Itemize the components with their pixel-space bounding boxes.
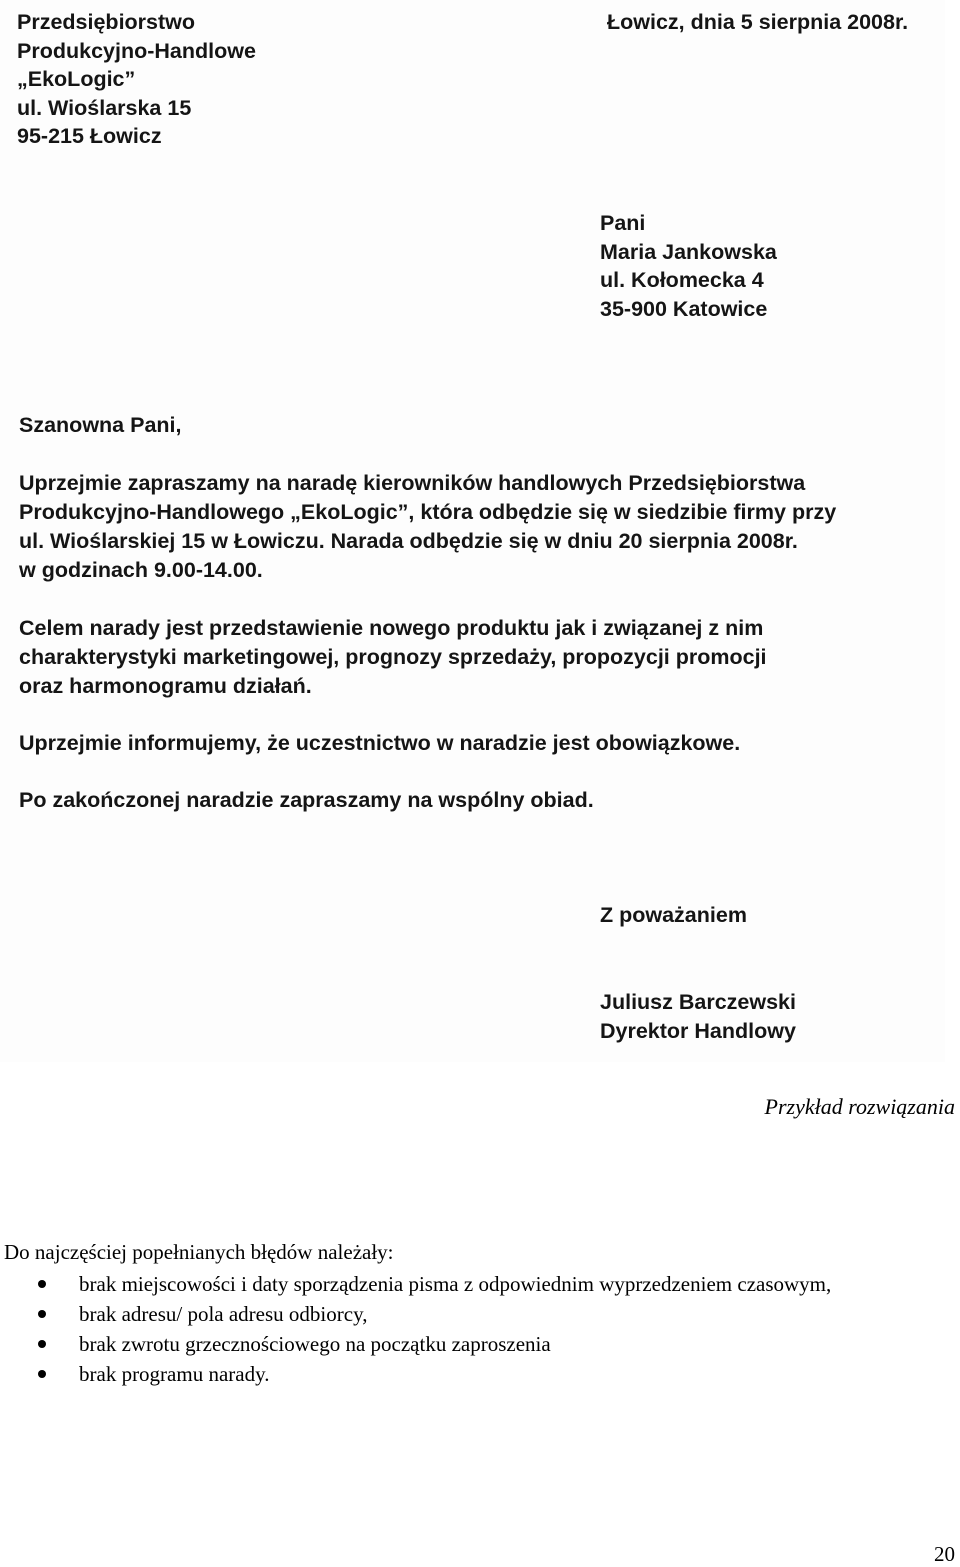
paragraph-3: Uprzejmie informujemy, że uczestnictwo w naradzie jest obowiązkowe.	[19, 731, 741, 755]
errors-intro: Do najczęściej popełnianych błędów należały:	[4, 1240, 394, 1264]
paragraph-1-line: Produkcyjno-Handlowego „EkoLogic”, która odbędzie się w siedzibie firmy przy	[19, 500, 837, 524]
signature-block	[600, 988, 796, 1045]
page-number: 20	[934, 1542, 955, 1566]
bullet-icon	[38, 1370, 46, 1378]
paragraph-1-line: w godzinach 9.00-14.00.	[19, 558, 263, 582]
paragraph-2-line: charakterystyki marketingowej, prognozy sprzedaży, propozycji promocji	[19, 645, 767, 669]
error-text: brak zwrotu grzecznościowego na początku zaproszenia	[79, 1332, 551, 1356]
error-text: brak programu narady.	[79, 1362, 270, 1386]
paragraph-2-line: Celem narady jest przedstawienie nowego produktu jak i związanej z nim	[19, 616, 764, 640]
paragraph-4: Po zakończonej naradzie zapraszamy na wspólny obiad.	[19, 788, 594, 812]
recipient-name: Maria Jankowska	[600, 239, 777, 264]
sender-name-line2: Produkcyjno-Handlowe	[17, 38, 256, 63]
bullet-icon	[38, 1340, 46, 1348]
list-item	[0, 1299, 956, 1329]
sender-name-line3: „EkoLogic”	[17, 67, 136, 92]
sender-postal-city: 95-215 Łowicz	[17, 124, 162, 149]
error-text: brak miejscowości i daty sporządzenia pisma z odpowiednim wyprzedzeniem czasowym,	[79, 1272, 832, 1296]
closing: Z poważaniem	[600, 903, 747, 927]
solution-caption: Przykład rozwiązania	[764, 1094, 955, 1119]
paragraph-1-line: Uprzejmie zapraszamy na naradę kierowników handlowych Przedsiębiorstwa	[19, 471, 806, 495]
paragraph-1	[19, 469, 836, 585]
paragraph-2	[19, 614, 767, 701]
sender-name-line1: Przedsiębiorstwo	[17, 10, 196, 34]
recipient-postal-city: 35-900 Katowice	[600, 296, 768, 321]
list-item	[0, 1269, 956, 1299]
signer-title: Dyrektor Handlowy	[600, 1018, 796, 1043]
list-item	[0, 1329, 956, 1359]
signer-name: Juliusz Barczewski	[600, 990, 796, 1014]
sender-street: ul. Wioślarska 15	[17, 95, 192, 120]
sender-address	[17, 8, 256, 151]
paragraph-2-line: oraz harmonogramu działań.	[19, 674, 312, 698]
place-date: Łowicz, dnia 5 sierpnia 2008r.	[607, 10, 909, 34]
bullet-icon	[38, 1310, 46, 1318]
bullet-icon	[38, 1280, 46, 1288]
recipient-street: ul. Kołomecka 4	[600, 268, 764, 293]
recipient-title: Pani	[600, 211, 646, 235]
error-text: brak adresu/ pola adresu odbiorcy,	[79, 1302, 368, 1326]
greeting: Szanowna Pani,	[19, 413, 182, 437]
recipient-address	[600, 209, 777, 323]
errors-list	[0, 1269, 956, 1389]
list-item	[0, 1359, 956, 1389]
paragraph-1-line: ul. Wioślarskiej 15 w Łowiczu. Narada odbędzie się w dniu 20 sierpnia 2008r.	[19, 529, 798, 553]
